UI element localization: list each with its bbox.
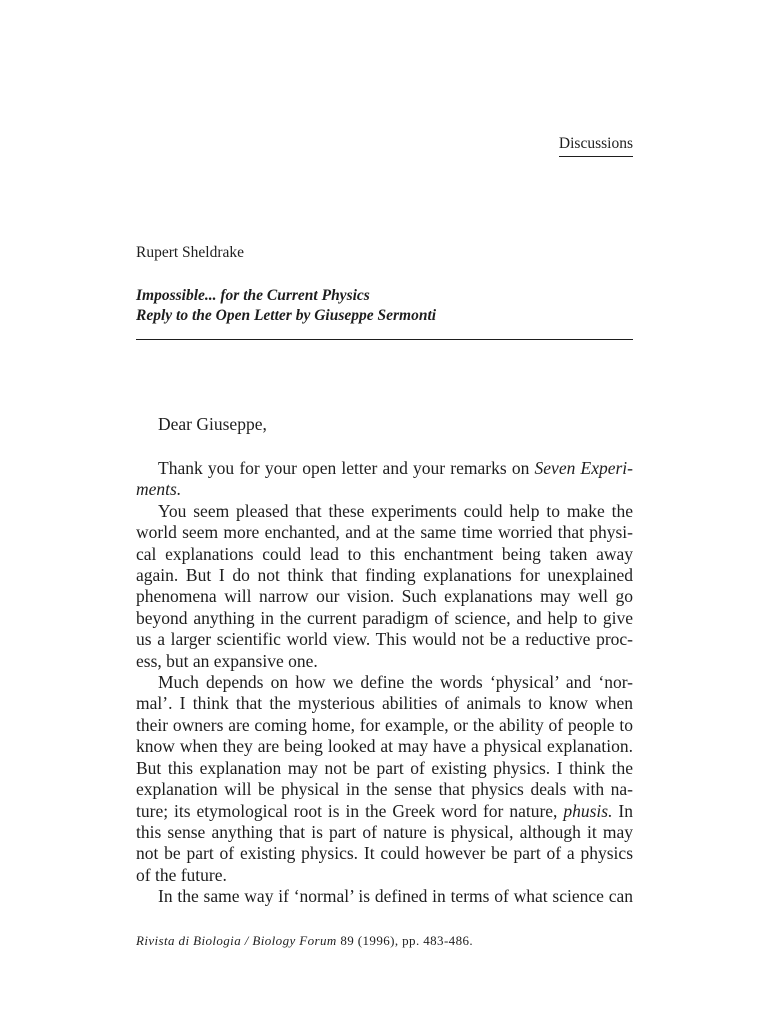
body-line: explanation will be physical in the sense that physics deals with na- bbox=[136, 779, 633, 800]
body-line: know when they are being looked at may have a physical explanation. bbox=[136, 736, 633, 757]
title-line-1: Impossible... for the Current Physics bbox=[136, 287, 370, 304]
body-line: mal’. I think that the mysterious abilities of animals to know when bbox=[136, 693, 633, 714]
body-line: beyond anything in the current paradigm of science, and help to give bbox=[136, 607, 633, 628]
body-line bbox=[136, 458, 633, 479]
body-line: In the same way if ‘normal’ is defined in terms of what science can bbox=[158, 886, 633, 907]
journal-citation bbox=[136, 933, 473, 949]
body-line: again. But I do not think that finding explanations for unexplained bbox=[136, 565, 633, 586]
body-text-span: In bbox=[612, 800, 634, 821]
body-text-span: Thank you for your open letter and your remarks on bbox=[158, 458, 535, 478]
body-line bbox=[136, 801, 633, 822]
body-line: this sense anything that is part of nature is physical, although it may bbox=[136, 821, 633, 842]
body-text-span: ture; its etymological root is in the Greek word for nature, bbox=[136, 800, 564, 821]
body-line: of the future. bbox=[136, 864, 227, 885]
body-line: phenomena will narrow our vision. Such explanations may well go bbox=[136, 586, 633, 607]
author-name: Rupert Sheldrake bbox=[136, 244, 245, 261]
subtitle-line: Reply to the Open Letter by Giuseppe Sermonti bbox=[136, 307, 437, 324]
book-title: Seven Experi- bbox=[534, 458, 633, 478]
article-title bbox=[136, 286, 633, 326]
title-divider bbox=[136, 339, 633, 340]
body-line: us a larger scientific world view. This would not be a reductive proc- bbox=[136, 629, 633, 650]
body-line: But this explanation may not be part of existing physics. I think the bbox=[136, 757, 633, 778]
body-line: Much depends on how we define the words ‘physical’ and ‘nor- bbox=[158, 672, 633, 693]
greek-word: phusis. bbox=[563, 800, 613, 821]
citation-details: 89 (1996), pp. 483-486. bbox=[336, 933, 474, 948]
salutation: Dear Giuseppe, bbox=[158, 414, 267, 434]
body-line: ess, but an expansive one. bbox=[136, 650, 318, 671]
body-line: not be part of existing physics. It could however be part of a physics bbox=[136, 843, 633, 864]
body-line bbox=[136, 479, 633, 500]
body-line: You seem pleased that these experiments could help to make the bbox=[158, 500, 633, 521]
body-line: world seem more enchanted, and at the same time worried that physi- bbox=[136, 522, 633, 543]
body-text bbox=[136, 458, 633, 908]
body-line: cal explanations could lead to this enchantment being taken away bbox=[136, 543, 633, 564]
book-title: ments. bbox=[136, 479, 182, 500]
section-label: Discussions bbox=[559, 135, 633, 157]
body-line: their owners are coming home, for example, or the ability of people to bbox=[136, 714, 633, 735]
journal-name: Rivista di Biologia / Biology Forum bbox=[136, 933, 337, 948]
